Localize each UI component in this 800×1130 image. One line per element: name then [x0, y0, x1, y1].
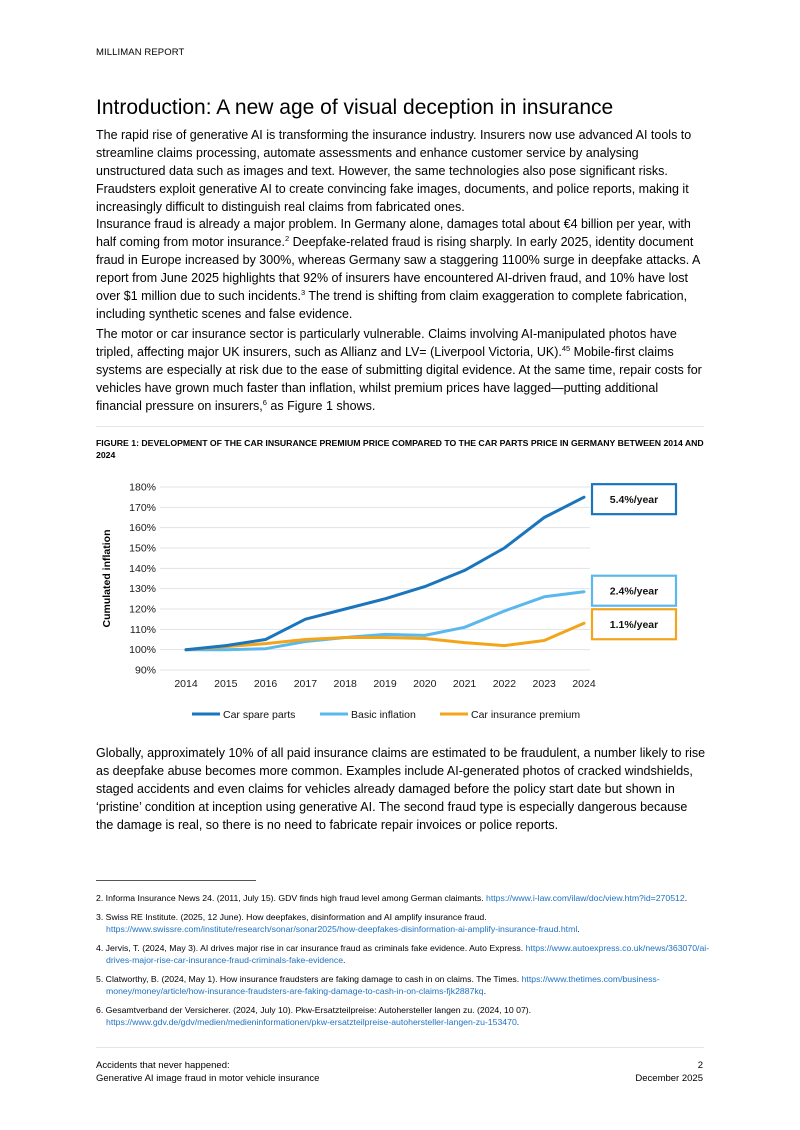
footnote-punct: . [684, 893, 688, 903]
report-header-label: MILLIMAN REPORT [96, 47, 185, 58]
footnote-text: Jervis, T. (2024, May 3). AI drives major rise in car insurance fraud as criminals fake evidence. Auto Express. [105, 942, 526, 953]
y-tick-label: 120% [129, 603, 156, 616]
footnote-text: Clatworthy, B. (2024, May 1). How insurance fraudsters are faking damage to cash in on claims. The Times. [105, 973, 522, 984]
footnote-item [96, 1004, 716, 1029]
callout-label: 5.4%/year [609, 494, 659, 507]
y-tick-label: 150% [129, 542, 156, 555]
x-tick-label: 2022 [492, 678, 517, 690]
footnote-number: 3. [96, 911, 106, 922]
series-line-car-insurance-premium [186, 623, 584, 650]
y-tick-label: 170% [129, 501, 156, 514]
footer-left [96, 1059, 319, 1085]
x-tick-label: 2017 [293, 678, 318, 690]
footnote-number: 6. [96, 1004, 106, 1015]
legend-label: Basic inflation [351, 709, 416, 721]
footnote-text: Swiss RE Institute. (2025, 12 June). How deepfakes, disinformation and AI amplify insurance fraud. [105, 911, 487, 922]
footnote-punct: . [483, 986, 487, 996]
footnote-ref[interactable]: 45 [561, 343, 571, 353]
footer-report-title: Accidents that never happened: [96, 1060, 230, 1071]
callout-label: 1.1%/year [609, 619, 659, 632]
footnote-item [96, 911, 716, 936]
paragraph-global-fraud: Globally, approximately 10% of all paid insurance claims are estimated to be fraudulent, a number likely to rise as deepfake abuse becomes more common. Examples include AI-generated photos of cracked windshields, staged accidents and even claims for vehicles already damaged before the policy start date but shown in ‘pristine’ condition at inception using generative AI. The second fraud type is especially dangerous because the damage is real, so there is no need to fabricate repair invoices or police reports. [96, 746, 706, 832]
footnote-punct: . [343, 955, 346, 965]
legend-label: Car spare parts [223, 709, 296, 721]
footer-divider [96, 1047, 704, 1048]
footnote-ref[interactable]: 2 [284, 233, 290, 243]
y-tick-label: 100% [129, 644, 156, 657]
footnote-text: Informa Insurance News 24. (2011, July 15). GDV finds high fraud level among German claimants. [105, 893, 487, 903]
y-tick-label: 180% [129, 481, 156, 494]
paragraph-motor-sector [96, 325, 706, 415]
paragraph-text: Deepfake-related fraud is rising sharply. In early 2025, identity document fraud in Europe increased by 300%, whereas Germany saw a staggering 1100% surge in deepfake attacks. A report from June 2025 highlights that 92% of insurers have encountered AI-driven fraud, and 10% have lost over $1 million due to such incidents. [96, 235, 700, 303]
footnote-number: 2. [96, 893, 106, 903]
x-tick-label: 2018 [333, 678, 357, 690]
y-tick-label: 160% [129, 522, 156, 535]
legend-label: Car insurance premium [471, 709, 581, 721]
footnote-rule [96, 880, 256, 881]
figure-caption: FIGURE 1: DEVELOPMENT OF THE CAR INSURANCE PREMIUM PRICE COMPARED TO THE CAR PARTS PRICE IN GERMANY BETWEEN 2014 AND 2024 [96, 438, 704, 460]
paragraph-fraud-problem [96, 215, 706, 323]
x-tick-label: 2023 [532, 678, 556, 690]
footnote-link[interactable]: https://www.thetimes.com/business-money/money/article/how-insurance-fraudsters-are-faking-damage-to-cash-in-on-claims-fjk2887kq [106, 973, 660, 996]
footnote-link[interactable]: https://www.swissre.com/institute/research/sonar/sonar2025/how-deepfakes-disinformation-ai-amplify-insurance-fraud.html [106, 924, 578, 934]
callout-label: 2.4%/year [609, 585, 659, 598]
y-tick-label: 90% [134, 664, 156, 677]
y-tick-label: 130% [129, 583, 156, 596]
footnote-number: 4. [96, 942, 106, 953]
x-tick-label: 2016 [253, 678, 278, 690]
footnote-item [96, 892, 716, 905]
footnote-punct: . [577, 924, 580, 934]
x-tick-label: 2019 [373, 678, 397, 690]
footnote-text: Gesamtverband der Versicherer. (2024, July 10). Pkw-Ersatzteilpreise: Autohersteller langen zu. (2024, 10 07). [105, 1004, 532, 1015]
x-tick-label: 2015 [214, 678, 238, 690]
paragraph-intro: The rapid rise of generative AI is transforming the insurance industry. Insurers now use advanced AI tools to streamline claims processing, automate assessments and enhance customer service by analysing unstructured data such as images and text. However, the same technologies also pose significant risks. Fraudsters exploit generative AI to create convincing fake images, documents, and police reports, making it increasingly difficult to distinguish real claims from fabricated ones. [96, 128, 692, 214]
footnote-ref[interactable]: 6 [262, 397, 267, 407]
footnote-link[interactable]: https://www.gdv.de/gdv/medien/medieninformationen/pkw-ersatzteilpreise-autohersteller-langen-zu-153470 [106, 1017, 517, 1027]
series-line-basic-inflation [186, 592, 584, 650]
footnote-item [96, 973, 716, 998]
paragraph-text: Insurance fraud is already a major problem. In Germany alone, damages total about €4 billion per year, with half coming from motor insurance. [96, 217, 691, 249]
x-tick-label: 2024 [572, 678, 596, 690]
y-axis-title: Cumulated inflation [101, 529, 113, 628]
footnote-item [96, 942, 716, 967]
paragraph-text: Mobile-first claims systems are especially at risk due to the ease of submitting digital evidence. At the same time, repair costs for vehicles have grown much faster than inflation, whilst premium prices have lagged—putting additional financial pressure on insurers, [96, 345, 702, 413]
footer-right [635, 1059, 703, 1085]
x-tick-label: 2020 [413, 678, 437, 690]
footer-date: December 2025 [635, 1073, 703, 1084]
footnote-link[interactable]: https://www.autoexpress.co.uk/news/363070/ai-drives-major-rise-car-insurance-fraud-criminals-fake-evidence [106, 942, 710, 965]
footnote-punct: . [516, 1017, 520, 1027]
paragraph-text: The motor or car insurance sector is particularly vulnerable. Claims involving AI-manipulated photos have tripled, affecting major UK insurers, such as Allianz and LV= (Liverpool Victoria, UK). [96, 327, 677, 359]
footnotes-list [96, 892, 716, 1035]
footnote-link[interactable]: https://www.i-law.com/ilaw/doc/view.htm?id=270512 [486, 893, 685, 903]
y-tick-label: 140% [129, 562, 156, 575]
paragraph-text: as Figure 1 shows. [266, 399, 376, 413]
inflation-line-chart [96, 472, 696, 732]
x-tick-label: 2014 [174, 678, 198, 690]
paragraph-text: The trend is shifting from claim exaggeration to complete fabrication, including synthetic scenes and false evidence. [96, 289, 688, 321]
figure-divider [96, 426, 704, 427]
y-tick-label: 110% [129, 623, 156, 636]
page-title: Introduction: A new age of visual deception in insurance [96, 96, 614, 119]
footnote-number: 5. [96, 973, 106, 984]
x-tick-label: 2021 [452, 678, 477, 690]
page-number: 2 [697, 1060, 703, 1071]
series-line-car-spare-parts [186, 497, 584, 650]
footer-report-subtitle: Generative AI image fraud in motor vehicle insurance [96, 1073, 320, 1084]
footnote-ref[interactable]: 3 [300, 287, 306, 297]
